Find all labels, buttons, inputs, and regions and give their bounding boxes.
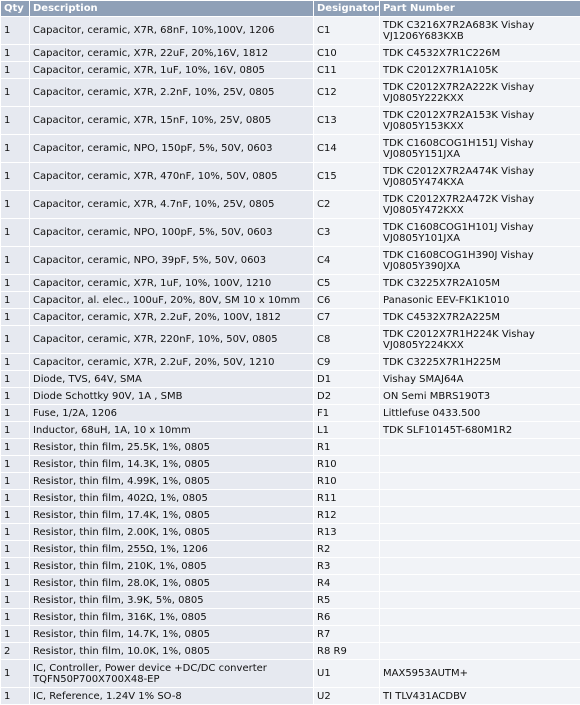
cell-designator: C2 bbox=[314, 191, 379, 218]
part-number-line: TDK C3216X7R2A683K Vishay bbox=[383, 19, 535, 31]
cell-qty: 1 bbox=[1, 247, 29, 274]
cell-description: Inductor, 68uH, 1A, 10 x 10mm bbox=[30, 422, 313, 438]
cell-designator: L1 bbox=[314, 422, 379, 438]
table-row bbox=[1, 643, 580, 659]
cell-part-number bbox=[380, 575, 580, 591]
part-number-line: TDK C2012X7R1A105K bbox=[383, 64, 498, 76]
cell-description: Resistor, thin film, 10.0K, 1%, 0805 bbox=[30, 643, 313, 659]
cell-designator: R4 bbox=[314, 575, 379, 591]
cell-description: Capacitor, ceramic, X7R, 15nF, 10%, 25V, 0805 bbox=[30, 107, 313, 134]
cell-description: Resistor, thin film, 14.3K, 1%, 0805 bbox=[30, 456, 313, 472]
table-row bbox=[1, 135, 580, 162]
cell-designator: C14 bbox=[314, 135, 379, 162]
table-row bbox=[1, 275, 580, 291]
cell-designator: C13 bbox=[314, 107, 379, 134]
cell-designator: F1 bbox=[314, 405, 379, 421]
cell-designator: U1 bbox=[314, 660, 379, 687]
part-number-line: TDK C2012X7R2A474K Vishay bbox=[383, 165, 535, 177]
table-row bbox=[1, 626, 580, 642]
table-row bbox=[1, 688, 580, 704]
part-number-line: Panasonic EEV-FK1K1010 bbox=[383, 294, 510, 306]
cell-description: Capacitor, ceramic, NPO, 39pF, 5%, 50V, 0603 bbox=[30, 247, 313, 274]
cell-qty: 1 bbox=[1, 45, 29, 61]
header-designator: Designator bbox=[314, 1, 379, 16]
cell-designator: R10 bbox=[314, 473, 379, 489]
table-row bbox=[1, 309, 580, 325]
cell-description: Capacitor, ceramic, X7R, 2.2nF, 10%, 25V, 0805 bbox=[30, 79, 313, 106]
table-row bbox=[1, 609, 580, 625]
cell-qty: 1 bbox=[1, 558, 29, 574]
part-number-line: VJ0805Y224KXX bbox=[383, 339, 464, 351]
cell-part-number bbox=[380, 405, 580, 421]
cell-part-number bbox=[380, 592, 580, 608]
cell-description: Resistor, thin film, 25.5K, 1%, 0805 bbox=[30, 439, 313, 455]
part-number-line: Vishay SMAJ64A bbox=[383, 373, 464, 385]
part-number-line: TDK C4532X7R2A225M bbox=[383, 311, 501, 323]
cell-part-number bbox=[380, 688, 580, 704]
cell-description: Capacitor, ceramic, NPO, 100pF, 5%, 50V, 0603 bbox=[30, 219, 313, 246]
table-row bbox=[1, 191, 580, 218]
part-number-line: ON Semi MBRS190T3 bbox=[383, 390, 491, 402]
part-number-line: TDK C2012X7R2A472K Vishay bbox=[383, 193, 535, 205]
part-number-line: Littlefuse 0433.500 bbox=[383, 407, 481, 419]
part-number-line: TDK C2012X7R1H224K Vishay bbox=[383, 328, 535, 340]
cell-description: Capacitor, ceramic, X7R, 22uF, 20%,16V, 1812 bbox=[30, 45, 313, 61]
cell-description: Diode, TVS, 64V, SMA bbox=[30, 371, 313, 387]
cell-qty: 1 bbox=[1, 326, 29, 353]
cell-qty: 1 bbox=[1, 62, 29, 78]
cell-part-number bbox=[380, 473, 580, 489]
cell-part-number bbox=[380, 275, 580, 291]
cell-designator: R13 bbox=[314, 524, 379, 540]
cell-part-number bbox=[380, 163, 580, 190]
cell-qty: 1 bbox=[1, 473, 29, 489]
cell-designator: R7 bbox=[314, 626, 379, 642]
cell-qty: 1 bbox=[1, 405, 29, 421]
bom-table-header bbox=[1, 1, 580, 16]
part-number-line: TDK SLF10145T-680M1R2 bbox=[383, 424, 513, 436]
cell-designator: R8 R9 bbox=[314, 643, 379, 659]
cell-part-number bbox=[380, 371, 580, 387]
cell-part-number bbox=[380, 558, 580, 574]
cell-description: Resistor, thin film, 255Ω, 1%, 1206 bbox=[30, 541, 313, 557]
cell-description: Resistor, thin film, 17.4K, 1%, 0805 bbox=[30, 507, 313, 523]
cell-designator: C15 bbox=[314, 163, 379, 190]
cell-qty: 1 bbox=[1, 79, 29, 106]
cell-part-number bbox=[380, 107, 580, 134]
table-row bbox=[1, 107, 580, 134]
cell-description: Diode Schottky 90V, 1A , SMB bbox=[30, 388, 313, 404]
table-row bbox=[1, 507, 580, 523]
cell-part-number bbox=[380, 79, 580, 106]
part-number-line: TDK C1608COG1H101J Vishay bbox=[383, 221, 534, 233]
table-row bbox=[1, 422, 580, 438]
cell-designator: D2 bbox=[314, 388, 379, 404]
table-row bbox=[1, 558, 580, 574]
cell-qty: 1 bbox=[1, 609, 29, 625]
cell-part-number bbox=[380, 456, 580, 472]
cell-description: Resistor, thin film, 28.0K, 1%, 0805 bbox=[30, 575, 313, 591]
part-number-line: VJ0805Y474KXA bbox=[383, 176, 464, 188]
description-line: TQFN50P700X700X48-EP bbox=[33, 673, 160, 685]
cell-designator: R12 bbox=[314, 507, 379, 523]
cell-designator: C7 bbox=[314, 309, 379, 325]
table-row bbox=[1, 541, 580, 557]
part-number-line: VJ0805Y101JXA bbox=[383, 232, 461, 244]
cell-description: Resistor, thin film, 4.99K, 1%, 0805 bbox=[30, 473, 313, 489]
cell-qty: 1 bbox=[1, 135, 29, 162]
table-row bbox=[1, 292, 580, 308]
header-part-number: Part Number bbox=[380, 1, 580, 16]
part-number-line: TDK C1608COG1H390J Vishay bbox=[383, 249, 534, 261]
part-number-line: VJ0805Y222KXX bbox=[383, 92, 464, 104]
cell-description: Capacitor, ceramic, X7R, 2.2uF, 20%, 100V, 1812 bbox=[30, 309, 313, 325]
part-number-line: VJ0805Y390JXA bbox=[383, 260, 461, 272]
cell-qty: 1 bbox=[1, 371, 29, 387]
cell-designator: C5 bbox=[314, 275, 379, 291]
table-row bbox=[1, 247, 580, 274]
cell-qty: 1 bbox=[1, 524, 29, 540]
header-description: Description bbox=[30, 1, 313, 16]
part-number-line: VJ0805Y153KXX bbox=[383, 120, 464, 132]
cell-part-number bbox=[380, 247, 580, 274]
cell-part-number bbox=[380, 326, 580, 353]
table-row bbox=[1, 326, 580, 353]
cell-description: Capacitor, ceramic, X7R, 220nF, 10%, 50V, 0805 bbox=[30, 326, 313, 353]
cell-description: Resistor, thin film, 316K, 1%, 0805 bbox=[30, 609, 313, 625]
table-row bbox=[1, 660, 580, 687]
cell-qty: 1 bbox=[1, 592, 29, 608]
cell-designator: R10 bbox=[314, 456, 379, 472]
part-number-line: VJ0805Y151JXA bbox=[383, 148, 461, 160]
cell-designator: C6 bbox=[314, 292, 379, 308]
cell-description: Capacitor, ceramic, X7R, 2.2uF, 20%, 50V, 1210 bbox=[30, 354, 313, 370]
cell-qty: 1 bbox=[1, 107, 29, 134]
cell-qty: 1 bbox=[1, 660, 29, 687]
cell-description: IC, Reference, 1.24V 1% SO-8 bbox=[30, 688, 313, 704]
cell-qty: 1 bbox=[1, 275, 29, 291]
cell-description: Fuse, 1/2A, 1206 bbox=[30, 405, 313, 421]
cell-designator: D1 bbox=[314, 371, 379, 387]
table-row bbox=[1, 575, 580, 591]
part-number-line: TDK C1608COG1H151J Vishay bbox=[383, 137, 534, 149]
cell-designator: R3 bbox=[314, 558, 379, 574]
cell-qty: 1 bbox=[1, 309, 29, 325]
cell-part-number bbox=[380, 524, 580, 540]
cell-qty: 1 bbox=[1, 163, 29, 190]
table-row bbox=[1, 62, 580, 78]
table-row bbox=[1, 592, 580, 608]
cell-part-number bbox=[380, 643, 580, 659]
part-number-line: TDK C2012X7R2A222K Vishay bbox=[383, 81, 535, 93]
cell-part-number bbox=[380, 292, 580, 308]
part-number-line: VJ0805Y472KXX bbox=[383, 204, 464, 216]
cell-part-number bbox=[380, 541, 580, 557]
cell-qty: 1 bbox=[1, 507, 29, 523]
cell-description bbox=[30, 660, 313, 687]
cell-qty: 1 bbox=[1, 439, 29, 455]
cell-part-number bbox=[380, 45, 580, 61]
table-row bbox=[1, 45, 580, 61]
cell-description: Capacitor, ceramic, X7R, 68nF, 10%,100V, 1206 bbox=[30, 17, 313, 44]
cell-designator: C9 bbox=[314, 354, 379, 370]
cell-part-number bbox=[380, 507, 580, 523]
part-number-line: TDK C3225X7R1H225M bbox=[383, 356, 501, 368]
cell-part-number bbox=[380, 490, 580, 506]
cell-part-number bbox=[380, 191, 580, 218]
cell-part-number bbox=[380, 62, 580, 78]
cell-description: Resistor, thin film, 14.7K, 1%, 0805 bbox=[30, 626, 313, 642]
cell-qty: 1 bbox=[1, 191, 29, 218]
cell-part-number bbox=[380, 609, 580, 625]
table-row bbox=[1, 163, 580, 190]
cell-description: Capacitor, ceramic, X7R, 1uF, 10%, 100V, 1210 bbox=[30, 275, 313, 291]
cell-description: Resistor, thin film, 402Ω, 1%, 0805 bbox=[30, 490, 313, 506]
cell-description: Resistor, thin film, 3.9K, 5%, 0805 bbox=[30, 592, 313, 608]
cell-part-number bbox=[380, 219, 580, 246]
header-qty: Qty bbox=[1, 1, 29, 16]
cell-designator: C1 bbox=[314, 17, 379, 44]
table-row bbox=[1, 524, 580, 540]
cell-designator: C10 bbox=[314, 45, 379, 61]
description-line: IC, Controller, Power device +DC/DC converter bbox=[33, 662, 267, 674]
cell-qty: 1 bbox=[1, 490, 29, 506]
cell-qty: 1 bbox=[1, 688, 29, 704]
table-row bbox=[1, 79, 580, 106]
bom-table-body bbox=[1, 17, 580, 704]
cell-part-number bbox=[380, 439, 580, 455]
cell-description: Capacitor, ceramic, NPO, 150pF, 5%, 50V, 0603 bbox=[30, 135, 313, 162]
cell-designator: C4 bbox=[314, 247, 379, 274]
cell-qty: 1 bbox=[1, 388, 29, 404]
cell-qty: 2 bbox=[1, 643, 29, 659]
part-number-line: TDK C4532X7R1C226M bbox=[383, 47, 501, 59]
cell-qty: 1 bbox=[1, 422, 29, 438]
table-row bbox=[1, 17, 580, 44]
cell-description: Resistor, thin film, 2.00K, 1%, 0805 bbox=[30, 524, 313, 540]
part-number-line: TDK C3225X7R2A105M bbox=[383, 277, 501, 289]
cell-designator: R5 bbox=[314, 592, 379, 608]
cell-qty: 1 bbox=[1, 292, 29, 308]
cell-description: Capacitor, ceramic, X7R, 1uF, 10%, 16V, 0805 bbox=[30, 62, 313, 78]
cell-part-number bbox=[380, 309, 580, 325]
cell-qty: 1 bbox=[1, 354, 29, 370]
table-row bbox=[1, 388, 580, 404]
cell-description: Resistor, thin film, 210K, 1%, 0805 bbox=[30, 558, 313, 574]
cell-designator: R1 bbox=[314, 439, 379, 455]
cell-qty: 1 bbox=[1, 17, 29, 44]
cell-description: Capacitor, al. elec., 100uF, 20%, 80V, SM 10 x 10mm bbox=[30, 292, 313, 308]
table-row bbox=[1, 371, 580, 387]
cell-qty: 1 bbox=[1, 541, 29, 557]
cell-qty: 1 bbox=[1, 626, 29, 642]
table-row bbox=[1, 439, 580, 455]
table-row bbox=[1, 490, 580, 506]
cell-designator: R11 bbox=[314, 490, 379, 506]
cell-part-number bbox=[380, 17, 580, 44]
part-number-line: TI TLV431ACDBV bbox=[383, 690, 467, 702]
part-number-line: VJ1206Y683KXB bbox=[383, 30, 464, 42]
table-row bbox=[1, 473, 580, 489]
table-row bbox=[1, 219, 580, 246]
cell-designator: C8 bbox=[314, 326, 379, 353]
cell-designator: C3 bbox=[314, 219, 379, 246]
table-row bbox=[1, 354, 580, 370]
table-row bbox=[1, 456, 580, 472]
cell-qty: 1 bbox=[1, 575, 29, 591]
cell-part-number bbox=[380, 388, 580, 404]
cell-qty: 1 bbox=[1, 219, 29, 246]
cell-designator: R6 bbox=[314, 609, 379, 625]
cell-part-number bbox=[380, 422, 580, 438]
cell-designator: C11 bbox=[314, 62, 379, 78]
cell-qty: 1 bbox=[1, 456, 29, 472]
table-row bbox=[1, 405, 580, 421]
cell-description: Capacitor, ceramic, X7R, 4.7nF, 10%, 25V, 0805 bbox=[30, 191, 313, 218]
cell-part-number bbox=[380, 354, 580, 370]
cell-part-number bbox=[380, 660, 580, 687]
cell-part-number bbox=[380, 135, 580, 162]
cell-description: Capacitor, ceramic, X7R, 470nF, 10%, 50V, 0805 bbox=[30, 163, 313, 190]
part-number-line: TDK C2012X7R2A153K Vishay bbox=[383, 109, 535, 121]
cell-designator: R2 bbox=[314, 541, 379, 557]
header-row bbox=[1, 1, 580, 16]
cell-designator: C12 bbox=[314, 79, 379, 106]
cell-part-number bbox=[380, 626, 580, 642]
part-number-line: MAX5953AUTM+ bbox=[383, 668, 469, 679]
cell-designator: U2 bbox=[314, 688, 379, 704]
